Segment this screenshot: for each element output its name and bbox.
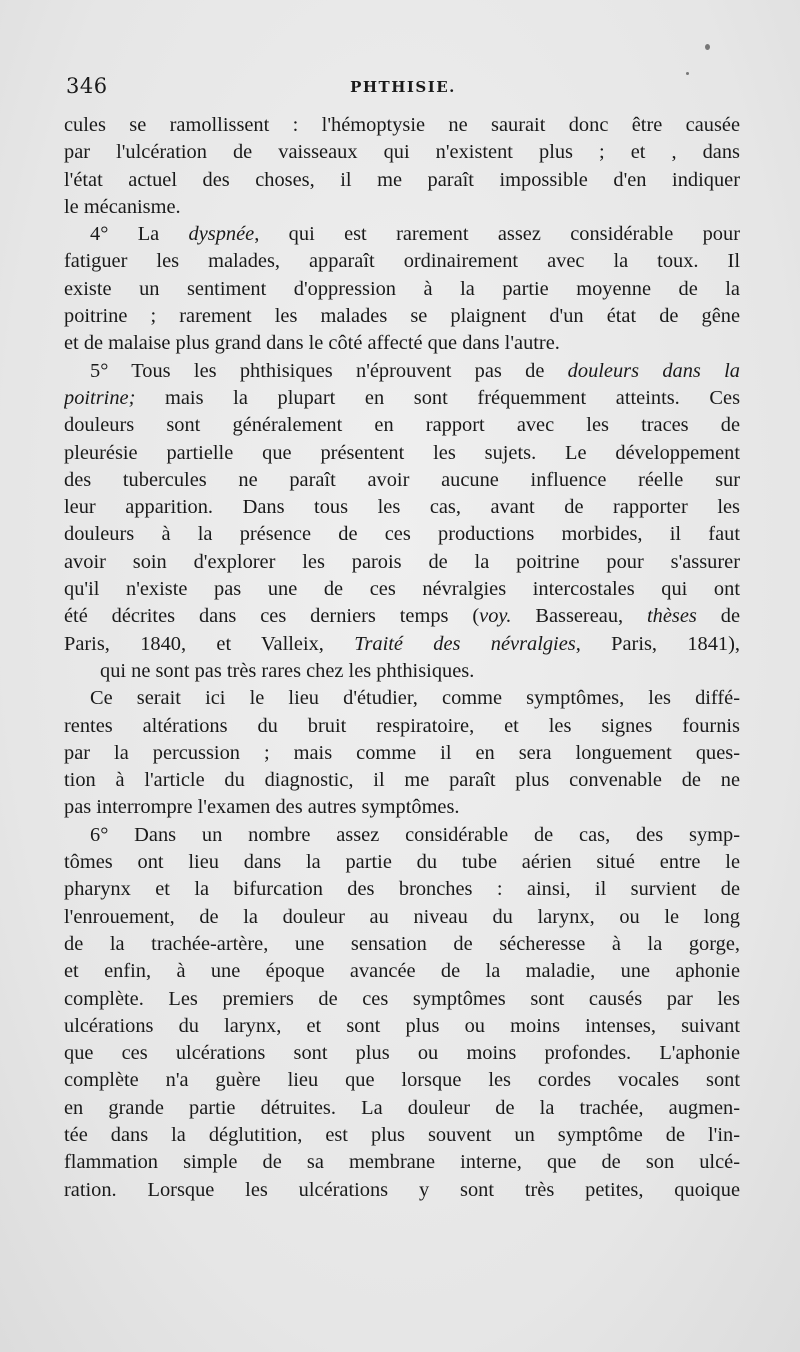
text-line: leur apparition. Dans tous les cas, avant de rapporter les (64, 496, 740, 519)
text-line: ration. Lorsque les ulcérations y sont très petites, quoique (64, 1178, 740, 1201)
ink-speck (705, 44, 710, 50)
text-line: pharynx et la bifurcation des bronches : ainsi, il survient de (64, 878, 740, 901)
text-line: pas interrompre l'examen des autres symptômes. (64, 796, 460, 819)
text-line: 5° Tous les phthisiques n'éprouvent pas de douleurs dans la (90, 359, 740, 382)
text-line: 6° Dans un nombre assez considérable de cas, des symp- (90, 823, 740, 846)
text-line: qui ne sont pas très rares chez les phthisiques. (100, 659, 475, 682)
text-line: l'état actuel des choses, il me paraît impossible d'en indiquer (64, 168, 740, 191)
text-line: pleurésie partielle que présentent les sujets. Le développement (64, 441, 740, 464)
body-text (64, 112, 740, 1204)
text-line: poitrine; mais la plupart en sont fréquemment atteints. Ces (64, 386, 740, 409)
text-line: Paris, 1840, et Valleix, Traité des névralgies, Paris, 1841), (64, 632, 740, 655)
paragraph-douleurs (64, 358, 740, 686)
text-line: cules se ramollissent : l'hémoptysie ne saurait donc être causée (64, 114, 740, 136)
text-line: tion à l'article du diagnostic, il me paraît plus convenable de ne (64, 769, 740, 792)
running-title: PHTHISIE. (350, 78, 456, 96)
text-line: complète n'a guère lieu que lorsque les cordes vocales sont (64, 1069, 740, 1092)
text-line: le mécanisme. (64, 195, 181, 218)
paragraph-larynx (64, 822, 740, 1204)
text-line: fatiguer les malades, apparaît ordinairement avec la toux. Il (64, 250, 740, 273)
text-line: et enfin, à une époque avancée de la maladie, une aphonie (64, 960, 740, 983)
text-line: douleurs sont généralement en rapport avec les traces de (64, 414, 740, 437)
text-line: été décrites dans ces derniers temps (voy. Bassereau, thèses de (64, 605, 740, 628)
text-line: tômes ont lieu dans la partie du tube aérien situé entre le (64, 851, 740, 874)
text-line: complète. Les premiers de ces symptômes sont causés par les (64, 987, 740, 1010)
text-line: en grande partie détruites. La douleur de la trachée, augmen- (64, 1096, 740, 1119)
text-line: par l'ulcération de vaisseaux qui n'existent plus ; et , dans (64, 141, 740, 164)
text-line: que ces ulcérations sont plus ou moins profondes. L'aphonie (64, 1042, 740, 1065)
text-line: Ce serait ici le lieu d'étudier, comme symptômes, les diffé- (90, 687, 740, 710)
text-line: par la percussion ; mais comme il en sera longuement ques- (64, 741, 740, 764)
text-line: et de malaise plus grand dans le côté affecté que dans l'autre. (64, 332, 560, 355)
text-line: 4° La dyspnée, qui est rarement assez considérable pour (90, 223, 740, 246)
text-line: tée dans la déglutition, est plus souvent un symptôme de l'in- (64, 1123, 740, 1146)
paragraph-1 (64, 112, 740, 221)
text-line: de la trachée-artère, une sensation de sécheresse à la gorge, (64, 932, 740, 955)
text-line: avoir soin d'explorer les parois de la poitrine pour s'assurer (64, 550, 740, 573)
text-line: poitrine ; rarement les malades se plaignent d'un état de gêne (64, 305, 740, 328)
running-head (66, 74, 740, 104)
text-line: rentes altérations du bruit respiratoire, et les signes fournis (64, 714, 740, 737)
page-number: 346 (66, 74, 108, 98)
text-line: ulcérations du larynx, et sont plus ou moins intenses, suivant (64, 1014, 740, 1037)
text-line: l'enrouement, de la douleur au niveau du larynx, ou le long (64, 905, 740, 928)
paragraph-dyspnee (64, 221, 740, 357)
text-line: existe un sentiment d'oppression à la partie moyenne de la (64, 277, 740, 300)
paragraph-auscultation (64, 685, 740, 821)
text-line: flammation simple de sa membrane interne, que de son ulcé- (64, 1151, 740, 1174)
text-line: des tubercules ne paraît avoir aucune influence réelle sur (64, 468, 740, 491)
text-line: qu'il n'existe pas une de ces névralgies intercostales qui ont (64, 578, 740, 601)
text-line: douleurs à la présence de ces productions morbides, il faut (64, 523, 740, 546)
